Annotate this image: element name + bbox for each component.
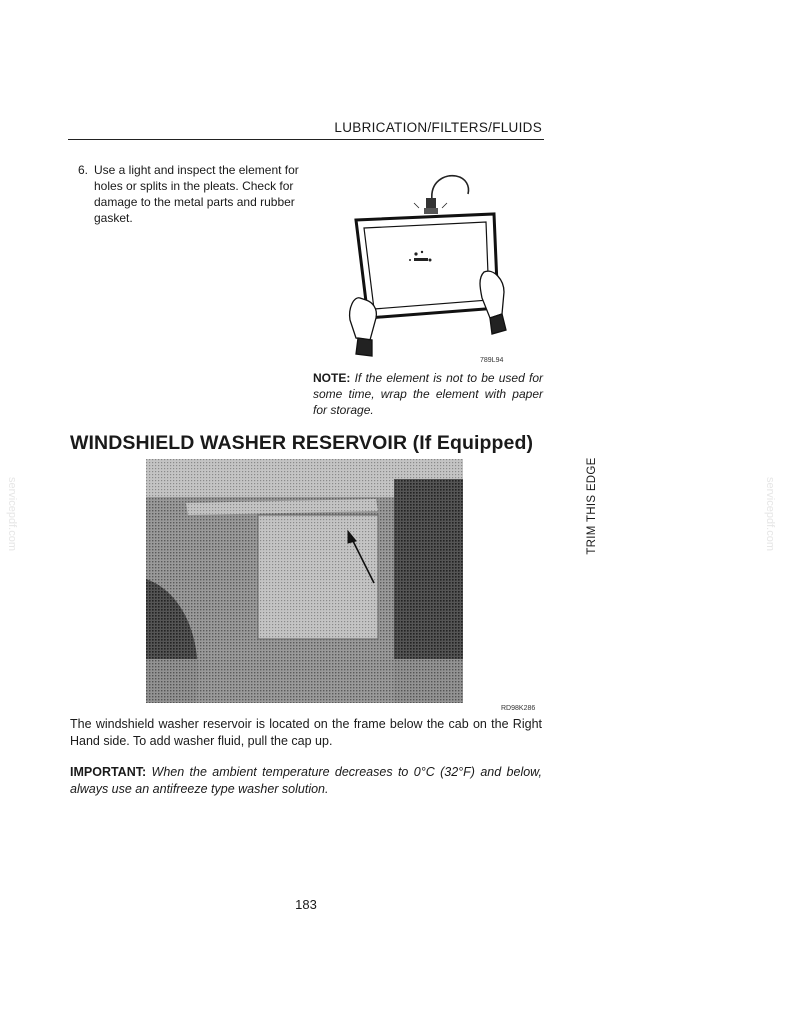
filter-element-frame: [356, 214, 498, 318]
reservoir-description: The windshield washer reservoir is located on the frame below the cab on the Right Hand side. To add washer fluid, pull the cap up.: [70, 717, 542, 748]
watermark-right: servicepdf.com: [764, 477, 776, 551]
step-text: Use a light and inspect the element for holes or splits in the pleats. Check for damage to the metal parts and rubber gasket.: [94, 163, 299, 225]
washer-reservoir-photo: [146, 459, 463, 703]
important-paragraph: [70, 764, 542, 798]
important-text: When the ambient temperature decreases to 0°C (32°F) and below, always use an antifreeze type washer solution.: [70, 765, 542, 796]
note-paragraph: [313, 370, 543, 418]
filter-inspection-illustration: [344, 168, 508, 358]
right-hand: [480, 271, 506, 334]
note-label: NOTE:: [313, 371, 351, 385]
figure-code: 789L94: [480, 357, 504, 364]
left-hand: [350, 298, 377, 356]
step-number: 6.: [78, 163, 89, 177]
reservoir-tank: [258, 515, 378, 639]
important-label: IMPORTANT:: [70, 765, 147, 779]
trim-edge-label: TRIM THIS EDGE: [586, 457, 598, 555]
note-text: If the element is not to be used for some time, wrap the element with paper for storage.: [313, 371, 543, 417]
photo-code: RD98K286: [501, 705, 536, 712]
lamp-cord: [432, 176, 469, 200]
section-heading: WINDSHIELD WASHER RESERVOIR (If Equipped): [70, 432, 534, 454]
watermark-left: servicepdf.com: [6, 477, 18, 551]
section-header: LUBRICATION/FILTERS/FLUIDS: [334, 120, 542, 135]
page-number: 183: [295, 897, 317, 912]
header-rule: [68, 139, 544, 140]
